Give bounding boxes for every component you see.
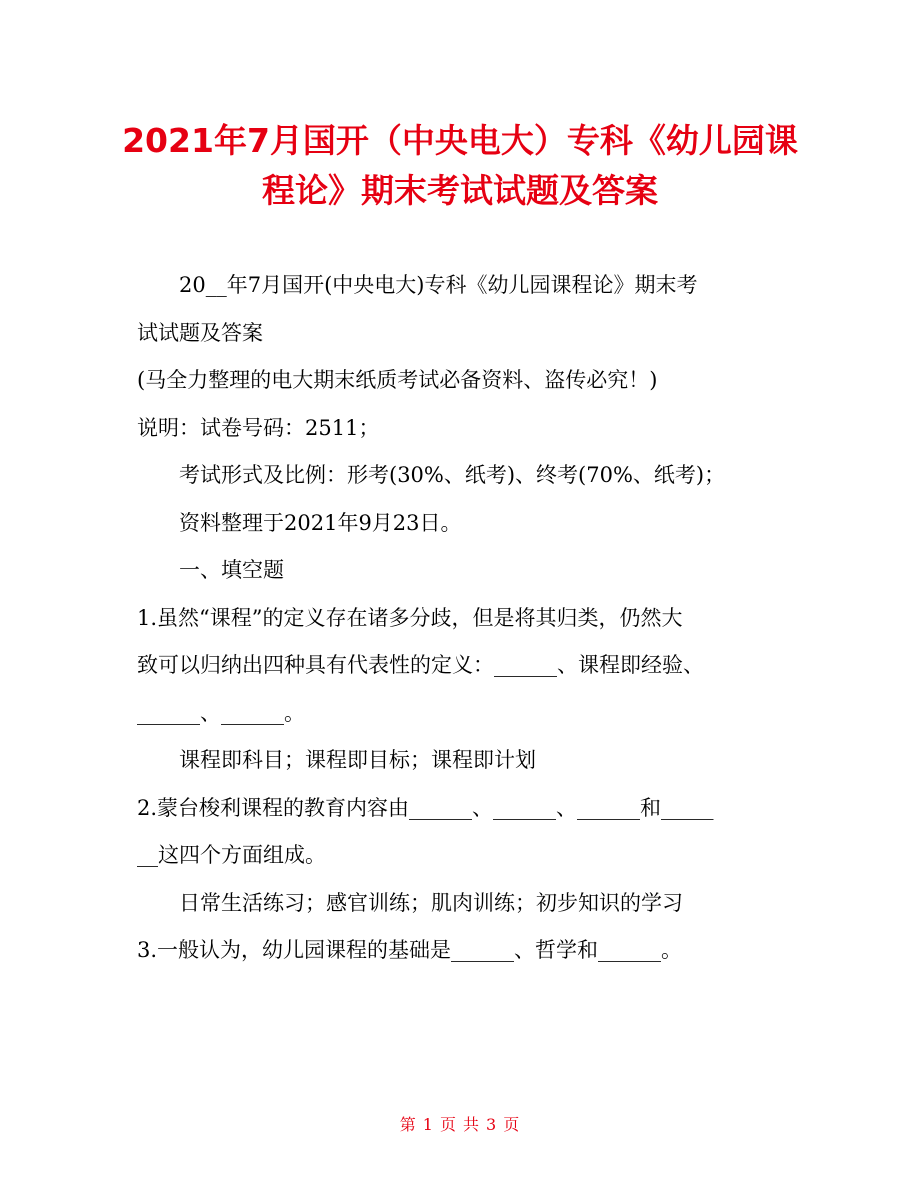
title-line-1: 2021年7月国开（中央电大）专科《幼儿园课 xyxy=(122,121,798,160)
question-1-line-2: 致可以归纳出四种具有代表性的定义：______、课程即经验、 xyxy=(137,653,704,677)
footer-mid: 页 共 xyxy=(439,1115,481,1134)
document-body xyxy=(137,262,787,975)
question-3-line-1: 3.一般认为，幼儿园课程的基础是______、哲学和______。 xyxy=(137,938,683,962)
intro-line-1: 20__年7月国开(中央电大)专科《幼儿园课程论》期末考 xyxy=(179,273,698,297)
answer-2: 日常生活练习；感官训练；肌肉训练；初步知识的学习 xyxy=(179,890,683,915)
footer-prefix: 第 xyxy=(399,1115,417,1134)
intro-line-2: 试试题及答案 xyxy=(137,320,263,345)
question-1-line-3: ______、______。 xyxy=(137,700,305,725)
question-1-line-1: 1.虽然“课程”的定义存在诸多分歧，但是将其归类，仍然大 xyxy=(137,605,683,630)
question-2-line-2: __这四个方面组成。 xyxy=(137,843,326,867)
footer-page-number: 1 xyxy=(422,1115,434,1134)
copyright-note: (马全力整理的电大期末纸质考试必备资料、盗传必究！) xyxy=(137,368,658,392)
page-footer xyxy=(0,1112,920,1135)
exam-form: 考试形式及比例：形考(30%、纸考)、终考(70%、纸考)； xyxy=(179,463,726,487)
footer-suffix: 页 xyxy=(503,1115,521,1134)
footer-total-pages: 3 xyxy=(486,1115,498,1134)
compile-date: 资料整理于2021年9月23日。 xyxy=(179,510,462,535)
title-line-2: 程论》期末考试试题及答案 xyxy=(262,171,658,210)
section-heading-fill-blank: 一、填空题 xyxy=(179,558,284,582)
answer-1: 课程即科目；课程即目标；课程即计划 xyxy=(179,748,536,772)
question-2-line-1: 2.蒙台梭利课程的教育内容由______、______、______和_____ xyxy=(137,795,714,820)
exam-code-description: 说明：试卷号码：2511； xyxy=(137,415,380,440)
document-title xyxy=(120,116,800,216)
